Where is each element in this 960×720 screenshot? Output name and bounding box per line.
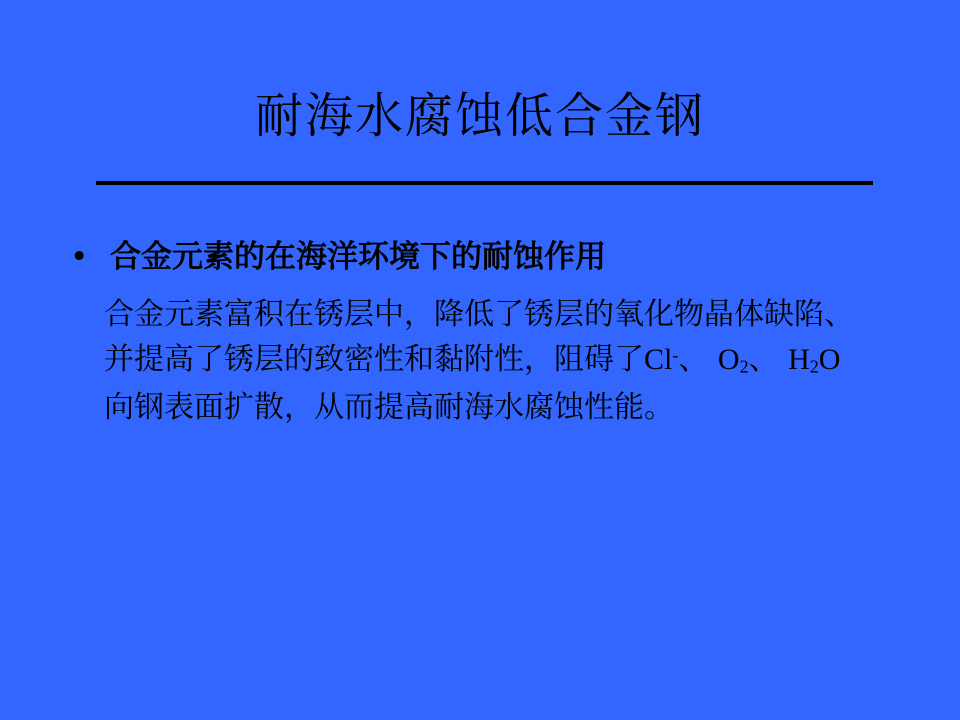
- chem-oxygen-subscript: 2: [739, 356, 749, 377]
- body-paragraph: [104, 294, 924, 428]
- chem-water-oxygen-symbol: O: [818, 343, 841, 377]
- bullet-heading-text: 合金元素的在海洋环境下的耐蚀作用: [110, 239, 606, 275]
- paragraph-line-2: [104, 335, 924, 387]
- chem-oxygen-symbol: O: [717, 343, 740, 377]
- title-divider: [96, 181, 873, 185]
- bullet-item: [70, 238, 910, 277]
- chem-water-subscript: 2: [809, 356, 819, 377]
- chem-chloride-superscript: -: [672, 345, 679, 365]
- chem-hydrogen-symbol: H: [788, 343, 810, 377]
- paragraph-line-1: 合金元素富积在锈层中，降低了锈层的氧化物晶体缺陷、: [104, 297, 854, 332]
- paragraph-line-2-chinese-text: 并提高了锈层的致密性和黏附性，阻碍了: [104, 342, 644, 378]
- enumeration-comma-2: 、: [748, 342, 789, 378]
- slide-title: 耐海水腐蚀低合金钢: [254, 88, 705, 144]
- enumeration-comma-1: 、: [678, 342, 718, 378]
- paragraph-line-3: 向钢表面扩散，从而提高耐海水腐蚀性能。: [104, 390, 674, 426]
- chem-chloride-symbol: Cl: [644, 343, 673, 377]
- bullet-marker: •: [70, 239, 89, 275]
